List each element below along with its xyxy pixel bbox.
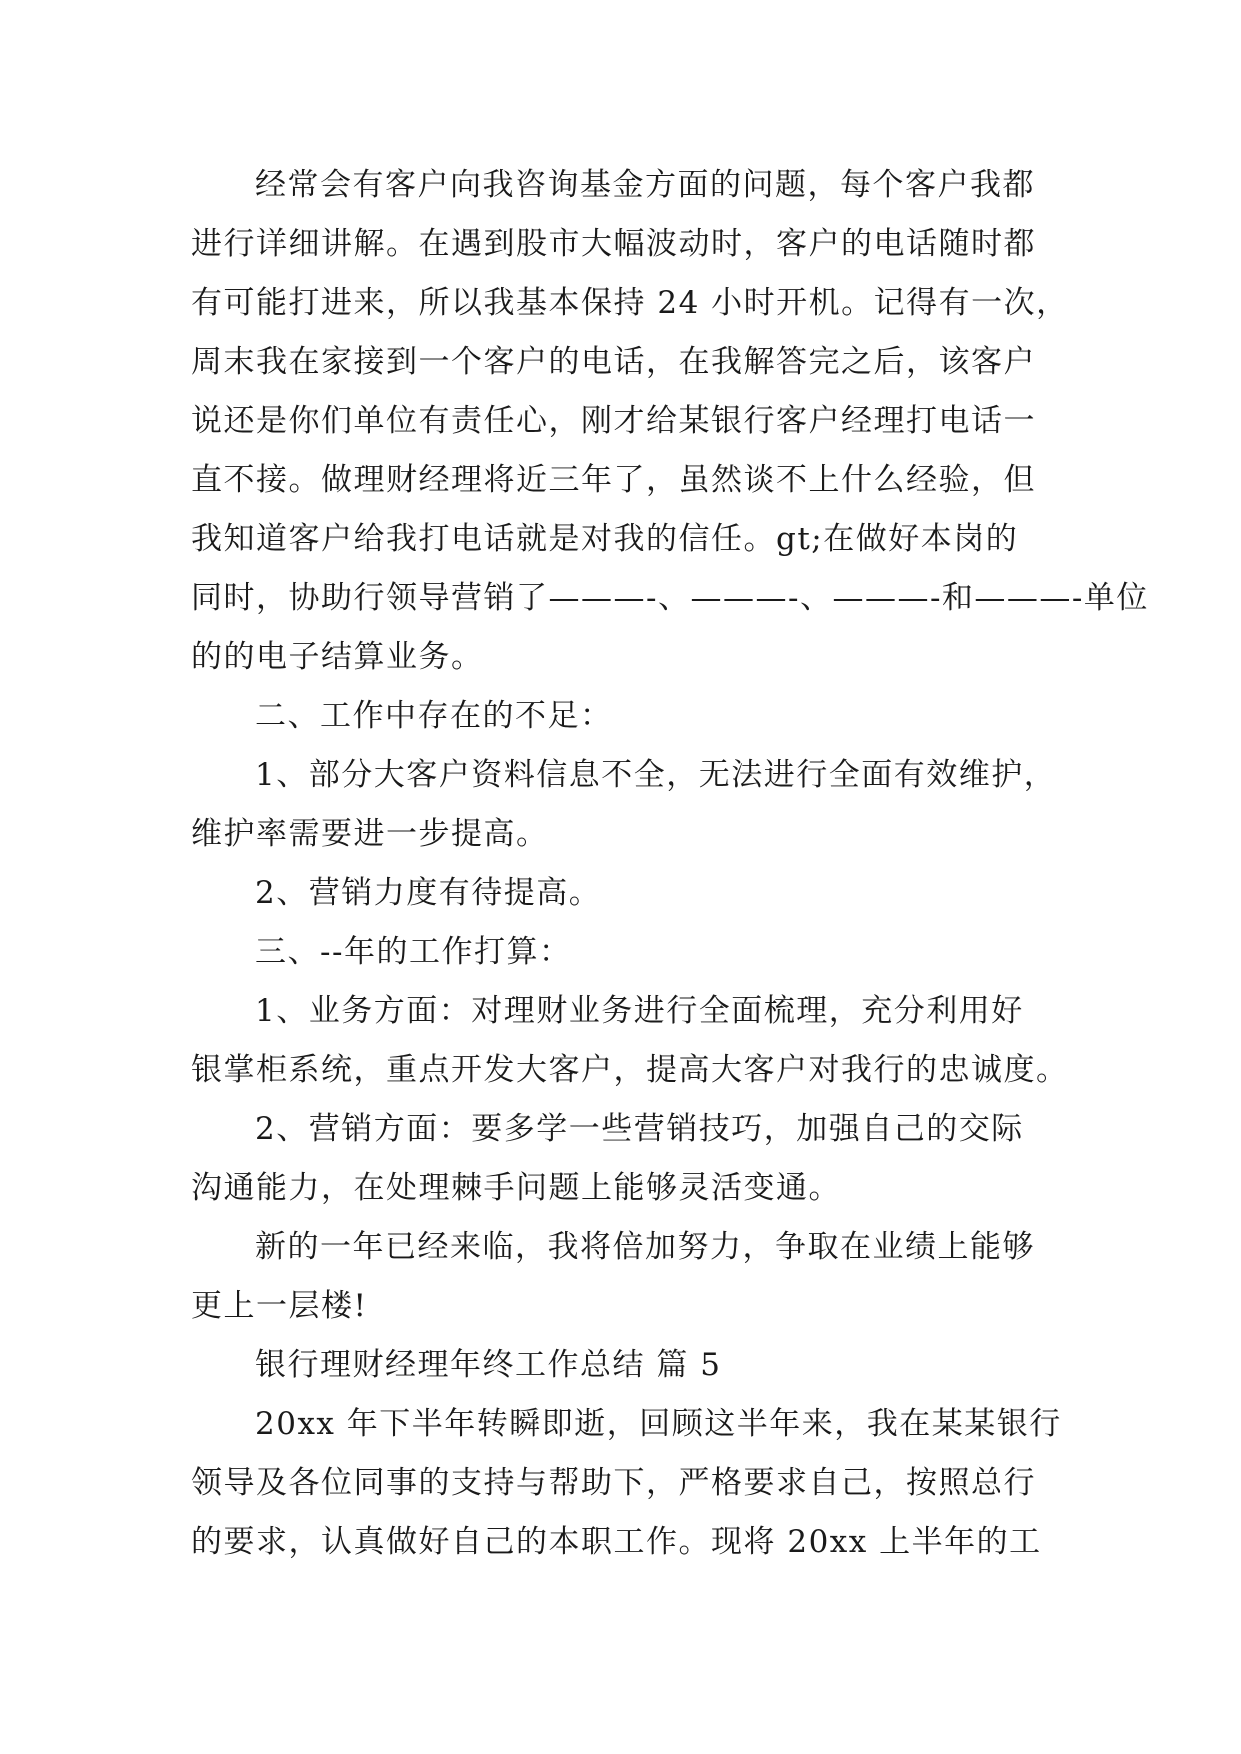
- document-body: [191, 156, 1149, 1572]
- text-line: 银行理财经理年终工作总结 篇 5: [255, 1347, 722, 1383]
- text-line: 沟通能力，在处理棘手问题上能够灵活变通。: [191, 1170, 841, 1206]
- text-line: 新的一年已经来临，我将倍加努力，争取在业绩上能够: [255, 1229, 1035, 1265]
- text-line: 直不接。做理财经理将近三年了，虽然谈不上什么经验，但: [191, 462, 1036, 498]
- text-line: 银掌柜系统，重点开发大客户，提高大客户对我行的忠诚度。: [191, 1052, 1069, 1088]
- text-line: 1、业务方面：对理财业务进行全面梳理，充分利用好: [255, 993, 1024, 1029]
- text-line: 二、工作中存在的不足：: [255, 698, 613, 734]
- text-line: 有可能打进来，所以我基本保持 24 小时开机。记得有一次，: [191, 285, 1069, 321]
- text-line: 进行详细讲解。在遇到股市大幅波动时，客户的电话随时都: [191, 226, 1036, 262]
- text-line: 维护率需要进一步提高。: [191, 816, 549, 852]
- text-line: 同时，协助行领导营销了———-、———-、———-和———-单位: [191, 580, 1149, 616]
- text-line: 更上一层楼!: [191, 1288, 368, 1324]
- text-line: 的的电子结算业务。: [191, 639, 484, 675]
- text-line: 三、--年的工作打算：: [255, 934, 572, 970]
- text-line: 的要求，认真做好自己的本职工作。现将 20xx 上半年的工: [191, 1524, 1042, 1560]
- text-line: 领导及各位同事的支持与帮助下，严格要求自己，按照总行: [191, 1465, 1036, 1501]
- text-line: 1、部分大客户资料信息不全，无法进行全面有效维护，: [255, 757, 1057, 793]
- text-line: 经常会有客户向我咨询基金方面的问题，每个客户我都: [255, 167, 1035, 203]
- text-line: 2、营销方面：要多学一些营销技巧，加强自己的交际: [255, 1111, 1024, 1147]
- text-line: 说还是你们单位有责任心，刚才给某银行客户经理打电话一: [191, 403, 1036, 439]
- text-line: 周末我在家接到一个客户的电话，在我解答完之后，该客户: [191, 344, 1036, 380]
- text-line: 2、营销力度有待提高。: [255, 875, 602, 911]
- text-line: 20xx 年下半年转瞬即逝，回顾这半年来，我在某某银行: [255, 1406, 1062, 1442]
- text-line: 我知道客户给我打电话就是对我的信任。gt;在做好本岗的: [191, 521, 1019, 557]
